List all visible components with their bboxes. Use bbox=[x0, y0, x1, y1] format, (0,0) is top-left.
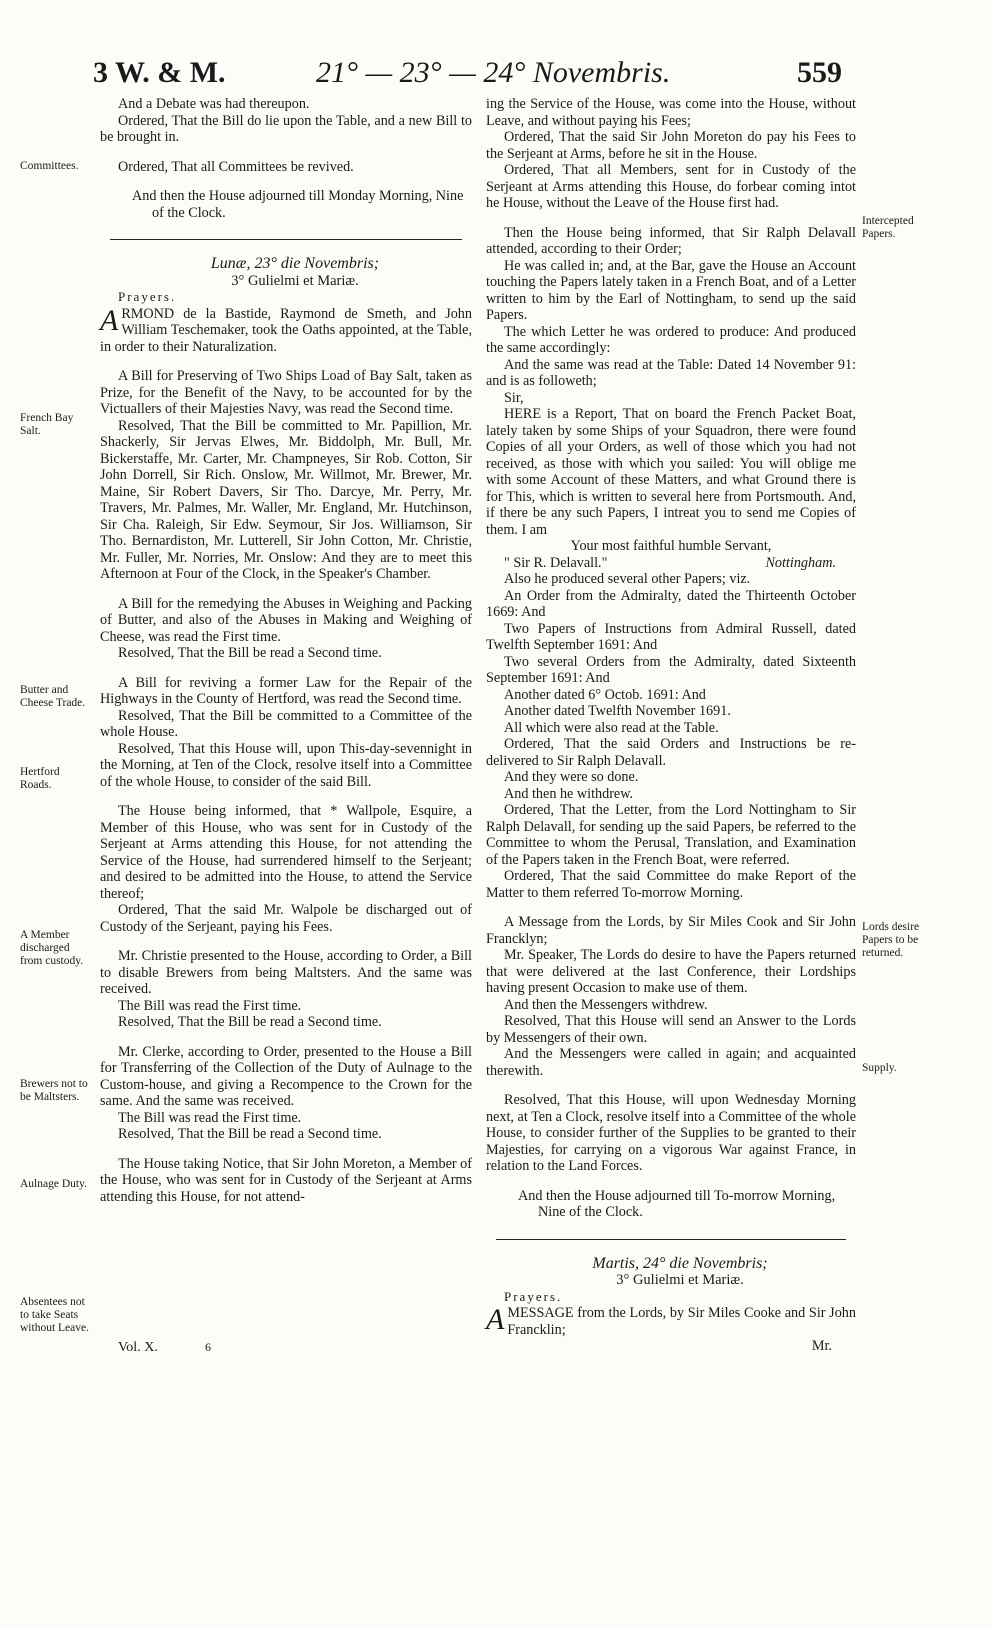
margin-note-absentees: Absentees not to take Seats without Leave. bbox=[20, 1296, 89, 1334]
signature-mark: 6 bbox=[205, 1340, 211, 1354]
paragraph: Ordered, That all Committees be revived. bbox=[118, 158, 354, 175]
paragraph: Then the House being informed, that Sir Ralph Delavall attended, according to their Order; bbox=[486, 224, 856, 257]
margin-note-bay-salt: French Bay Salt. bbox=[20, 412, 74, 437]
paragraph: ARMOND de la Bastide, Raymond de Smeth, and John William Teschemaker, took the Oaths appointed, at the Table, in order to their Naturalization. bbox=[100, 303, 472, 355]
paragraph: All which were also read at the Table. bbox=[504, 719, 719, 736]
paragraph: Mr. Christie presented to the House, according to Order, a Bill to disable Brewers from being Maltsters. And the same was received. bbox=[100, 948, 472, 997]
margin-note-hertford: Hertford Roads. bbox=[20, 766, 60, 791]
paragraph: Resolved, That the Bill be read a Second time. bbox=[118, 1126, 382, 1142]
paragraph: The House taking Notice, that Sir John Moreton, a Member of the House, who was sent for in Custody of the Serjeant at Arms attending this House, for not attend- bbox=[100, 1155, 472, 1205]
letter-closing: Your most faithful humble Servant, bbox=[570, 538, 772, 554]
paragraph: Ordered, That the said Committee do make Report of the Matter to them referred To-morrow Morning. bbox=[486, 868, 856, 901]
adjournment: And then the House adjourned till To-morrow Morning, Nine of the Clock. bbox=[518, 1187, 836, 1220]
paragraph: Resolved, That the Bill be committed to a Committee of the whole House. bbox=[100, 707, 472, 740]
catchword: Mr. bbox=[811, 1338, 832, 1354]
page-number: 559 bbox=[797, 56, 842, 89]
right-column bbox=[486, 96, 856, 1355]
paragraph: And the same was read at the Table: Dated 14 November 91: and is as followeth; bbox=[486, 356, 856, 389]
section-divider bbox=[496, 1239, 846, 1240]
letter-signature: Nottingham. bbox=[765, 554, 836, 571]
margin-note-brewers: Brewers not to be Maltsters. bbox=[20, 1078, 88, 1103]
paragraph: Another dated 6° Octob. 1691: And bbox=[504, 686, 706, 703]
letter-addressee: " Sir R. Delavall." bbox=[504, 554, 608, 571]
paragraph: Ordered, That all Members, sent for in Custody of the Serjeant at Arms attending this House, do forbear coming intot he House, without the Leave of the House first had. bbox=[486, 162, 856, 211]
paragraph: He was called in; and, at the Bar, gave the House an Account touching the Papers lately taken in a French Boat, and of a Letter written to him by the Earl of Nottingham, to send up the said Papers. bbox=[486, 257, 856, 323]
prayers-heading: Prayers. bbox=[118, 289, 177, 304]
left-column bbox=[100, 96, 472, 1205]
paragraph: An Order from the Admiralty, dated the Thirteenth October 1669: And bbox=[486, 587, 856, 620]
header-dates: 21° — 23° — 24° Novembris. bbox=[316, 56, 671, 89]
margin-note-committees: Committees. bbox=[20, 160, 79, 172]
paragraph: The which Letter he was ordered to produce: And produced the same accordingly: bbox=[486, 323, 856, 356]
paragraph: Ordered, That the said Sir John Moreton do pay his Fees to the Serjeant at Arms, before he sit in the House. bbox=[486, 129, 856, 162]
drop-cap: A bbox=[486, 1303, 505, 1336]
paragraph: The Bill was read the First time. bbox=[118, 997, 302, 1014]
paragraph: Resolved, That the Bill be read a Second time. bbox=[118, 1014, 382, 1030]
margin-note-lords-desire: Lords desire Papers to be returned. bbox=[862, 921, 920, 959]
margin-note-supply: Supply. bbox=[862, 1062, 897, 1074]
paragraph: A Bill for Preserving of Two Ships Load of Bay Salt, taken as Prize, for the Benefit of the Navy, to be accounted for by the Victuallers of their Majesties Navy, was read the Second time. bbox=[100, 368, 472, 417]
margin-note-member-discharged: A Member discharged from custody. bbox=[20, 929, 84, 967]
paragraph: Mr. Speaker, The Lords do desire to have the Papers returned that were delivered at the last Conference, their Lordships having present Occasion to make use of them. bbox=[486, 947, 856, 996]
letter-body: HERE is a Report, That on board the French Packet Boat, lately taken by some Ships of your Squadron, there were found Copies of all your Orders, as well of those which you had not received, as those with which you sailed: You will oblige me with some Account of these Matters, and what Ground there is for This, which is written to several here from Portsmouth. And, if there be any such Papers, I intreat you to send me Copies of them. I am bbox=[486, 406, 856, 538]
section-divider bbox=[110, 239, 462, 240]
paragraph: Also he produced several other Papers; viz. bbox=[504, 571, 751, 587]
paragraph: The Bill was read the First time. bbox=[118, 1109, 302, 1126]
adjournment: And then the House adjourned till Monday Morning, Nine of the Clock. bbox=[132, 188, 464, 221]
drop-cap: A bbox=[100, 303, 119, 337]
paragraph: Two Papers of Instructions from Admiral Russell, dated Twelfth September 1691: And bbox=[486, 620, 856, 653]
paragraph: And a Debate was had thereupon. bbox=[118, 96, 310, 112]
paragraph: Ordered, That the said Orders and Instructions be re-delivered to Sir Ralph Delavall. bbox=[486, 736, 856, 769]
paragraph: Resolved, That the Bill be committed to Mr. Papillion, Mr. Shackerly, Sir Jervas Elwes, Mr. Biddolph, Mr. Bull, Mr. Bickerstaffe, Mr. Carter, Mr. Champneyes, Sir Rob. Cotton, Sir John Dorrell, Sir Rich. Onslow, Mr. Willmot, Mr. Brewer, Mr. Maine, Sir Robert Davers, Sir Tho. Darcye, Mr. Perry, Mr. Travers, Mr. Palmes, Mr. Waller, Mr. England, Mr. Hutchinson, Sir Cha. Raleigh, Sir Edw. Seymour, Sir Jos. Williamson, Sir Tho. Bernardiston, Mr. Lutterell, Sir John Cotton, Mr. Christie, Mr. Fuller, Mr. Norries, Mr. Onslow: And they are to meet this Afternoon at Four of the Clock, in the Speaker's Chamber. bbox=[100, 417, 472, 582]
reign-line: 3° Gulielmi et Mariæ. bbox=[231, 272, 359, 289]
page-header bbox=[0, 56, 992, 100]
paragraph: Resolved, That the Bill be read a Second time. bbox=[118, 645, 382, 661]
paragraph: Ordered, That the Letter, from the Lord Nottingham to Sir Ralph Delavall, for sending up the said Papers, be referred to the Committee to whom the Perusal, Translation, and Examination of the Papers taken in the French Boat, were referred. bbox=[486, 802, 856, 868]
paragraph: ing the Service of the House, was come into the House, without Leave, and without paying his Fees; bbox=[486, 96, 856, 129]
reign-line: 3° Gulielmi et Mariæ. bbox=[616, 1272, 744, 1288]
paragraph: Ordered, That the Bill do lie upon the Table, and a new Bill to be brought in. bbox=[100, 112, 472, 145]
paragraph: AMESSAGE from the Lords, by Sir Miles Cooke and Sir John Francklin; bbox=[486, 1303, 856, 1338]
paragraph: The House being informed, that * Wallpole, Esquire, a Member of this House, who was sent for in Custody of the Serjeant at Arms attending this House, for not attending the Service of the House, had surrendered himself to the Serjeant; and desired to be admitted into the House, to attend the Service thereof; bbox=[100, 803, 472, 902]
letter-signature-line bbox=[486, 555, 856, 572]
volume-footer: Vol. X. bbox=[118, 1340, 158, 1355]
day-heading: Lunæ, 23° die Novembris; bbox=[210, 255, 380, 272]
margin-note-butter: Butter and Cheese Trade. bbox=[20, 684, 86, 709]
regnal-year: 3 W. & M. bbox=[93, 56, 226, 89]
paragraph: And the Messengers were called in again; and acquainted therewith. bbox=[486, 1046, 856, 1079]
paragraph: Ordered, That the said Mr. Walpole be discharged out of Custody of the Serjeant, paying his Fees. bbox=[100, 902, 472, 935]
paragraph: Resolved, That this House will, upon This-day-sevennight in the Morning, at Ten of the Clock, resolve itself into a Committee of the whole House, to consider of the said Bill. bbox=[100, 740, 472, 790]
margin-note-intercepted: Intercepted Papers. bbox=[862, 215, 914, 240]
paragraph: And they were so done. bbox=[504, 769, 639, 785]
paragraph: And then the Messengers withdrew. bbox=[504, 996, 708, 1013]
day-heading: Martis, 24° die Novembris; bbox=[592, 1254, 768, 1272]
paragraph: Resolved, That this House will send an Answer to the Lords by Messengers of their own. bbox=[486, 1013, 856, 1046]
paragraph: And then he withdrew. bbox=[504, 785, 634, 802]
letter-salutation: Sir, bbox=[504, 389, 524, 406]
paragraph: Another dated Twelfth November 1691. bbox=[504, 703, 731, 719]
paragraph: Mr. Clerke, according to Order, presented to the House a Bill for Transferring of the Collection of the Duty of Aulnage to the Custom-house, and giving a Recompence to the Crown for the same. And the same was received. bbox=[100, 1043, 472, 1109]
paragraph: A Bill for reviving a former Law for the Repair of the Highways in the County of Hertford, was read the Second time. bbox=[100, 674, 472, 707]
paragraph: Two several Orders from the Admiralty, dated Sixteenth September 1691: And bbox=[486, 653, 856, 686]
margin-note-aulnage: Aulnage Duty. bbox=[20, 1178, 87, 1190]
paragraph: Resolved, That this House, will upon Wednesday Morning next, at Ten a Clock, resolve itself into a Committee of the whole House, to consider further of the Supplies to be granted to their Majesties, for carrying on a vigorous War against France, in relation to the Land Forces. bbox=[486, 1092, 856, 1174]
paragraph: A Message from the Lords, by Sir Miles Cook and Sir John Francklyn; bbox=[486, 914, 856, 947]
prayers-heading: Prayers. bbox=[504, 1288, 563, 1304]
paragraph: A Bill for the remedying the Abuses in Weighing and Packing of Butter, and also of the Abuses in Making and Weighing of Cheese, was read the First time. bbox=[100, 595, 472, 645]
